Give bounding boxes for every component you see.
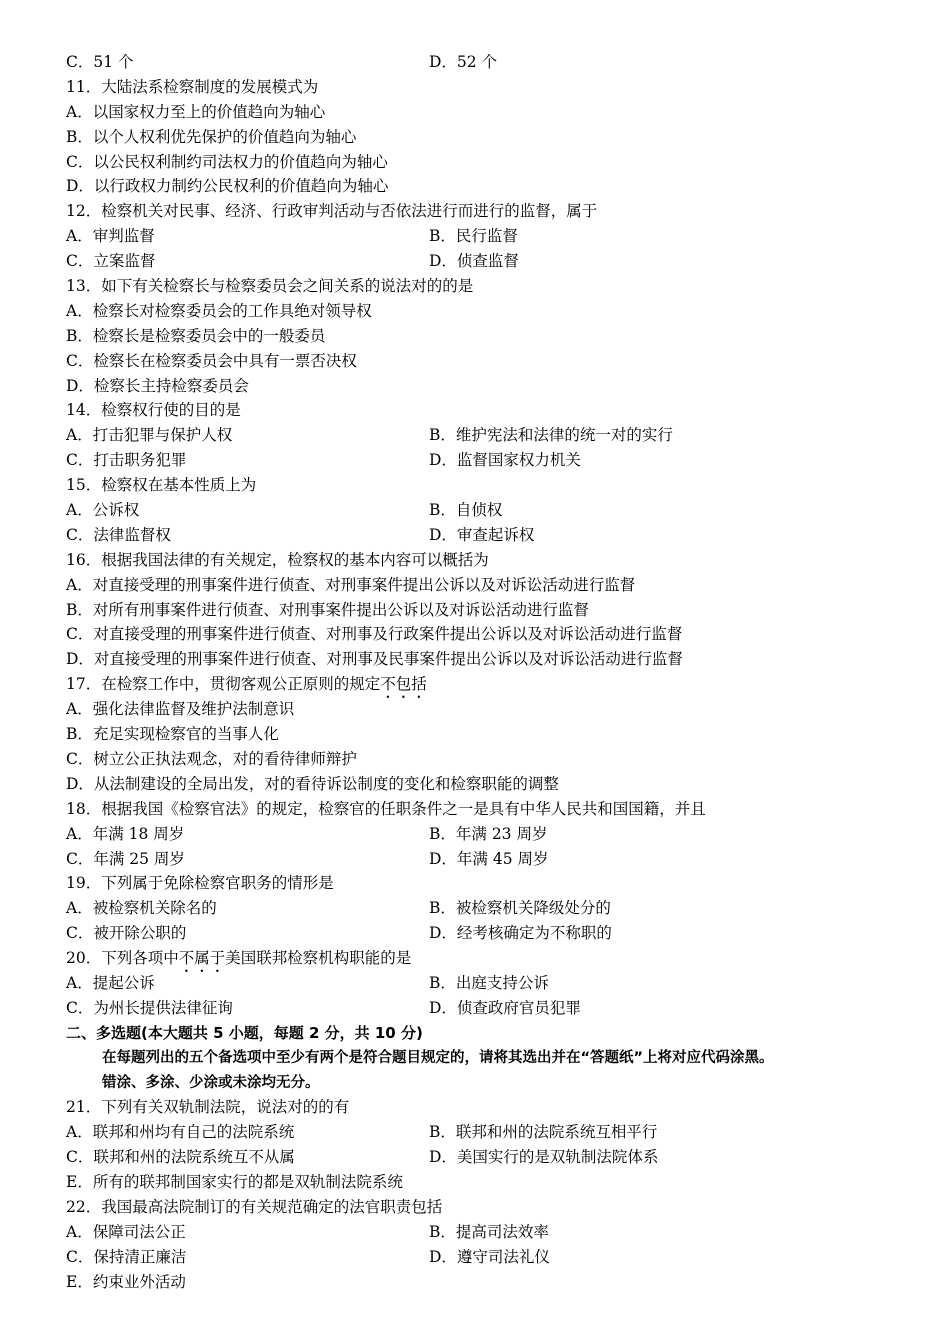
option: C．打击职务犯罪: [66, 451, 187, 470]
option: D．监督国家权力机关: [429, 451, 581, 470]
option-row: [66, 847, 926, 872]
option-row: [66, 498, 926, 523]
option: B．对所有刑事案件进行侦查、对刑事案件提出公诉以及对诉讼活动进行监督: [66, 600, 589, 619]
section-instructions: 在每题列出的五个备选项中至少有两个是符合题目规定的，请将其选出并在“答题纸”上将对应代码涂黑。: [102, 1049, 774, 1066]
option-row: [66, 448, 926, 473]
stem-text: 美国联邦检察机构职能的是: [225, 949, 412, 968]
question-stem: 19．下列属于免除检察官职务的情形是: [66, 874, 334, 893]
option-row: [66, 896, 926, 921]
option: A．检察长对检察委员会的工作具绝对领导权: [66, 301, 372, 320]
option: C．对直接受理的刑事案件进行侦查、对刑事及行政案件提出公诉以及对诉讼活动进行监督: [66, 625, 683, 644]
option-row: [66, 224, 926, 249]
question-stem: 12．检察机关对民事、经济、行政审判活动与否依法进行而进行的监督，属于: [66, 202, 598, 221]
option: E．约束业外活动: [66, 1272, 186, 1291]
option-row: [66, 1145, 926, 1170]
option: C．以公民权利制约司法权力的价值趋向为轴心: [66, 152, 388, 171]
question-stem: 21．下列有关双轨制法院，说法对的的有: [66, 1098, 350, 1117]
option-row: [66, 921, 926, 946]
emphasis-text: 不包括: [380, 675, 427, 694]
option: C．法律监督权: [66, 525, 171, 544]
option: D．年满 45 周岁: [429, 849, 549, 868]
q10-options-cd: [66, 50, 926, 75]
option: D．对直接受理的刑事案件进行侦查、对刑事及民事案件提出公诉以及对诉讼活动进行监督: [66, 650, 683, 669]
option-row: [66, 1245, 926, 1270]
question-stem: 18．根据我国《检察官法》的规定，检察官的任职条件之一是具有中华人民共和国国籍，并且: [66, 799, 706, 818]
option: B．以个人权利优先保护的价值趋向为轴心: [66, 127, 357, 146]
option: C．被开除公职的: [66, 924, 187, 943]
question-stem: 16．根据我国法律的有关规定，检察权的基本内容可以概括为: [66, 550, 489, 569]
option: C．年满 25 周岁: [66, 849, 185, 868]
option: C．为州长提供法律征询: [66, 998, 233, 1017]
option: D．侦查政府官员犯罪: [429, 998, 581, 1017]
option: B．年满 23 周岁: [429, 824, 548, 843]
option: C．检察长在检察委员会中具有一票否决权: [66, 351, 357, 370]
option: D．52 个: [429, 53, 498, 71]
exam-content: [66, 50, 926, 1295]
option: D．以行政权力制约公民权利的价值趋向为轴心: [66, 177, 389, 196]
option: B．被检察机关降级处分的: [429, 899, 611, 918]
option: A．审判监督: [66, 227, 155, 246]
section-instructions: 错涂、多涂、少涂或未涂均无分。: [102, 1074, 320, 1091]
option: A．公诉权: [66, 501, 140, 520]
option: A．被检察机关除名的: [66, 899, 217, 918]
option: B．联邦和州的法院系统互相平行: [429, 1123, 658, 1142]
option-row: [66, 1220, 926, 1245]
option-row: [66, 523, 926, 548]
option: B．民行监督: [429, 227, 518, 246]
option: A．年满 18 周岁: [66, 824, 185, 843]
option: C．树立公正执法观念，对的看待律师辩护: [66, 749, 357, 768]
option-row: [66, 249, 926, 274]
option: B．检察长是检察委员会中的一般委员: [66, 326, 326, 345]
option: B．维护宪法和法律的统一对的实行: [429, 426, 673, 445]
question-stem: 22．我国最高法院制订的有关规范确定的法官职责包括: [66, 1197, 443, 1216]
option-row: [66, 996, 926, 1021]
question-stem: [66, 672, 926, 697]
option: C．立案监督: [66, 252, 156, 271]
question-stem: [66, 946, 926, 971]
stem-text: 17．在检察工作中，贯彻客观公正原则的规定: [66, 675, 381, 694]
stem-text: 20．下列各项中: [66, 949, 179, 968]
option: D．经考核确定为不称职的: [429, 924, 612, 943]
option: D．从法制建设的全局出发，对的看待诉讼制度的变化和检察职能的调整: [66, 774, 559, 793]
question-stem: 14．检察权行使的目的是: [66, 401, 241, 420]
option: C．保持清正廉洁: [66, 1247, 187, 1266]
emphasis-text: 不属于: [178, 949, 226, 968]
option: A．联邦和州均有自己的法院系统: [66, 1123, 295, 1142]
option: E．所有的联邦制国家实行的都是双轨制法院系统: [66, 1173, 403, 1192]
option: A．提起公诉: [66, 973, 155, 992]
option-row: [66, 822, 926, 847]
option: D．审查起诉权: [429, 525, 535, 544]
section-title: 二、多选题(本大题共 5 小题，每题 2 分，共 10 分): [66, 1023, 423, 1042]
option: C．51 个: [66, 53, 134, 71]
option: D．侦查监督: [429, 252, 519, 271]
option: A．打击犯罪与保护人权: [66, 426, 233, 445]
option: C．联邦和州的法院系统互不从属: [66, 1148, 295, 1167]
question-stem: 15．检察权在基本性质上为: [66, 476, 257, 495]
option: D．美国实行的是双轨制法院体系: [429, 1148, 659, 1167]
option: A．保障司法公正: [66, 1222, 186, 1241]
option: D．检察长主持检察委员会: [66, 376, 249, 395]
option: B．自侦权: [429, 501, 503, 520]
option: B．出庭支持公诉: [429, 973, 549, 992]
question-stem: 11．大陆法系检察制度的发展模式为: [66, 77, 319, 96]
option-row: [66, 1120, 926, 1145]
option: A．以国家权力至上的价值趋向为轴心: [66, 102, 326, 121]
option: A．强化法律监督及维护法制意识: [66, 700, 295, 719]
option: A．对直接受理的刑事案件进行侦查、对刑事案件提出公诉以及对诉讼活动进行监督: [66, 575, 636, 594]
option: D．遵守司法礼仪: [429, 1247, 550, 1266]
question-stem: 13．如下有关检察长与检察委员会之间关系的说法对的的是: [66, 277, 474, 296]
option: B．充足实现检察官的当事人化: [66, 725, 279, 744]
option-row: [66, 423, 926, 448]
option-row: [66, 971, 926, 996]
option: B．提高司法效率: [429, 1222, 549, 1241]
